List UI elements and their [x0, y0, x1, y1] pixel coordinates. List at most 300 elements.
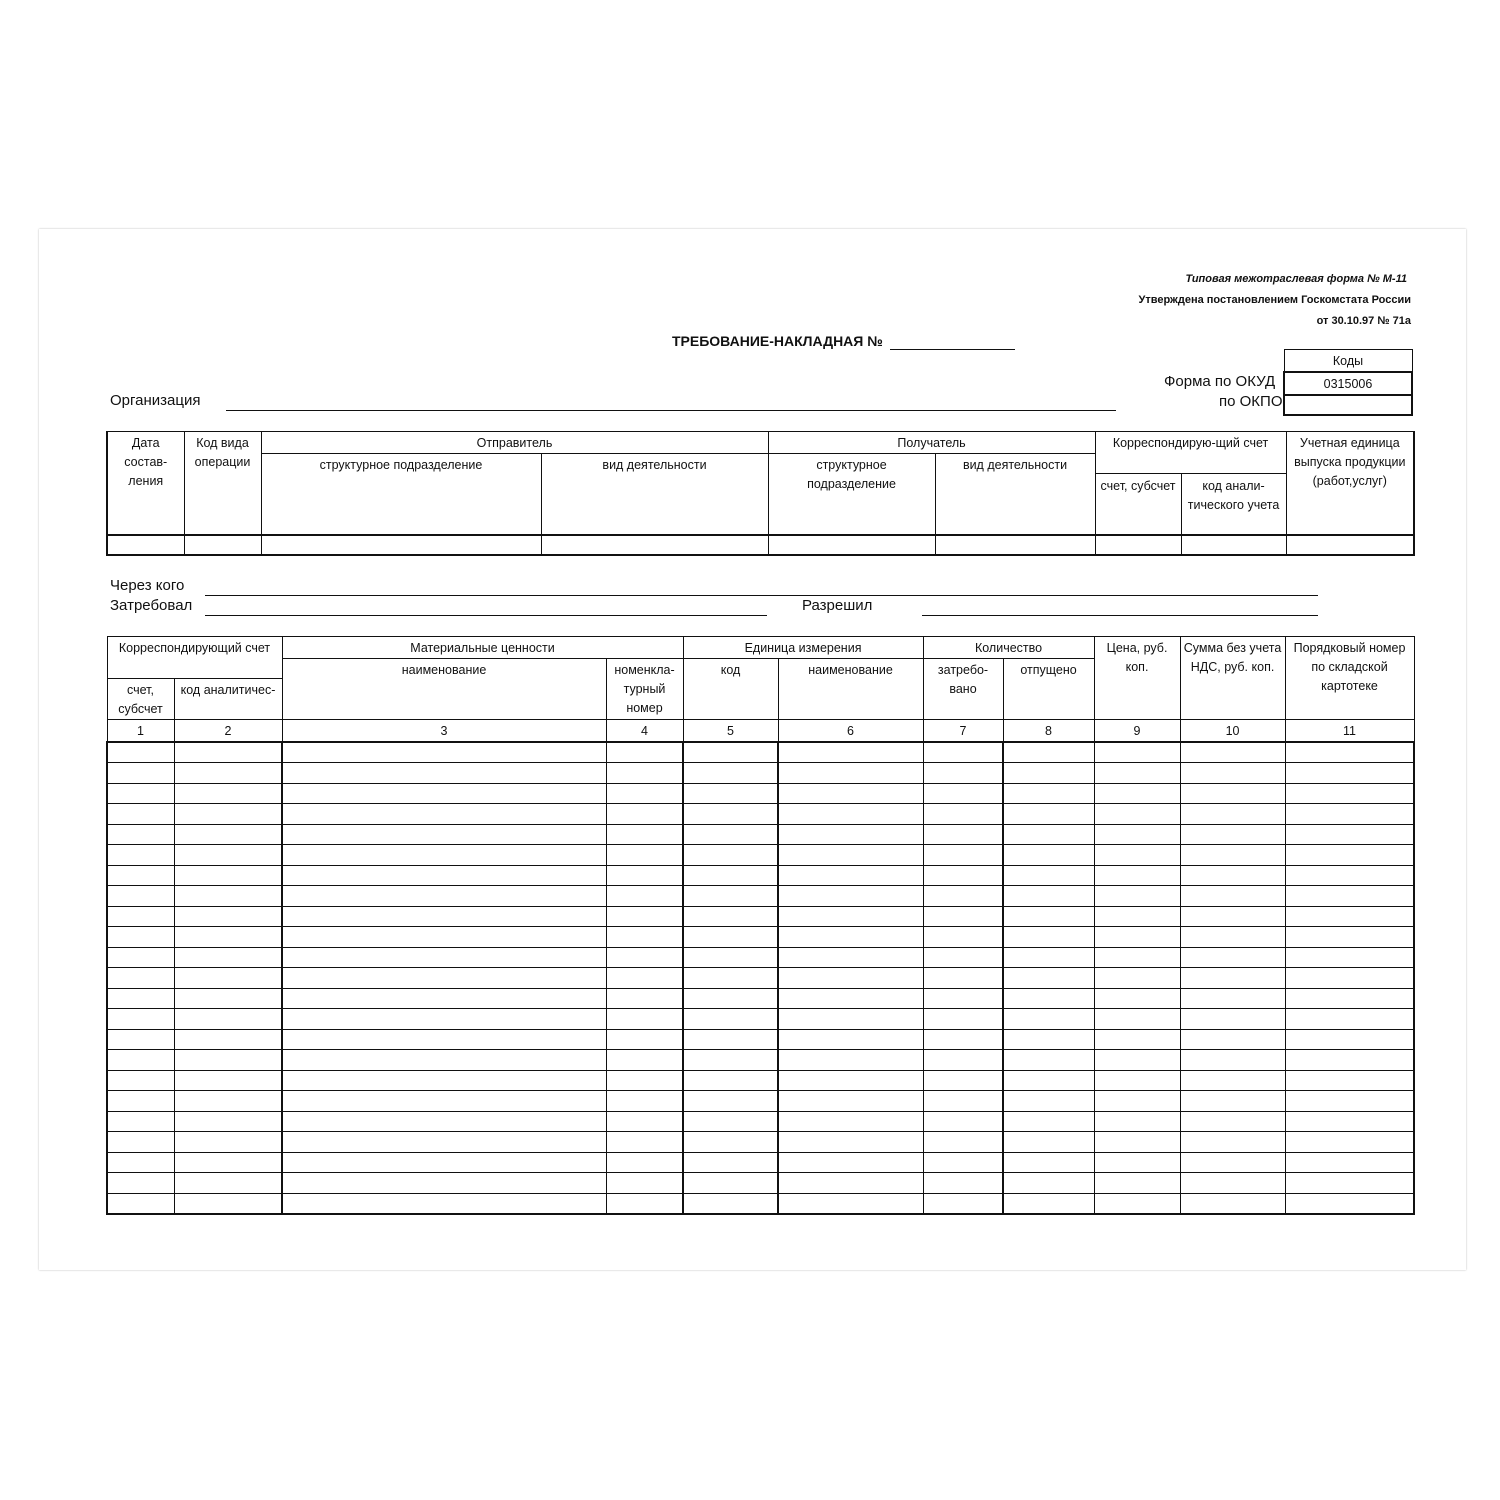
table-cell[interactable]: [107, 824, 174, 845]
unit-header: Единица измерения: [683, 637, 923, 659]
table-cell[interactable]: [282, 783, 606, 804]
table-cell[interactable]: [778, 1091, 923, 1112]
table-cell[interactable]: [1180, 865, 1285, 886]
table-cell[interactable]: [1285, 783, 1414, 804]
table-cell[interactable]: [606, 845, 683, 866]
table-cell[interactable]: [606, 1070, 683, 1091]
table-cell[interactable]: [1003, 886, 1094, 907]
materials-table: [106, 636, 1415, 1215]
table-cell[interactable]: [1285, 1132, 1414, 1153]
table-cell[interactable]: [683, 804, 778, 825]
table-cell[interactable]: [1003, 947, 1094, 968]
table-cell[interactable]: [107, 763, 174, 784]
table-cell[interactable]: [606, 824, 683, 845]
table-cell[interactable]: [683, 1091, 778, 1112]
table-cell[interactable]: [1180, 886, 1285, 907]
table-row[interactable]: [107, 927, 1414, 948]
table-cell[interactable]: [1285, 865, 1414, 886]
table-row[interactable]: [107, 1111, 1414, 1132]
table-cell[interactable]: [778, 1009, 923, 1030]
table-row[interactable]: [107, 1050, 1414, 1071]
table-cell[interactable]: [1094, 824, 1180, 845]
table-cell[interactable]: [1094, 804, 1180, 825]
table-cell[interactable]: [282, 947, 606, 968]
table-cell[interactable]: [1094, 1029, 1180, 1050]
table-cell[interactable]: [1180, 1132, 1285, 1153]
table-cell[interactable]: [1094, 865, 1180, 886]
table-cell[interactable]: [107, 783, 174, 804]
table-cell[interactable]: [778, 1029, 923, 1050]
table-cell[interactable]: [1094, 947, 1180, 968]
table-cell[interactable]: [174, 1111, 282, 1132]
table-cell[interactable]: [1180, 742, 1285, 763]
table-cell[interactable]: [1094, 988, 1180, 1009]
table-cell[interactable]: [683, 1193, 778, 1214]
table-cell[interactable]: [1094, 1050, 1180, 1071]
table-cell[interactable]: [1003, 1111, 1094, 1132]
table-cell[interactable]: [923, 1029, 1003, 1050]
table-cell[interactable]: [174, 1193, 282, 1214]
table-cell[interactable]: [923, 845, 1003, 866]
table-cell[interactable]: [1285, 804, 1414, 825]
table-cell[interactable]: [778, 783, 923, 804]
table-cell[interactable]: [174, 1152, 282, 1173]
table-cell[interactable]: [923, 968, 1003, 989]
table-cell[interactable]: [683, 886, 778, 907]
table-cell[interactable]: [1285, 1111, 1414, 1132]
table-cell[interactable]: [778, 1152, 923, 1173]
table-cell[interactable]: [778, 1173, 923, 1194]
table-cell[interactable]: [923, 742, 1003, 763]
table-cell[interactable]: [1094, 886, 1180, 907]
table-cell[interactable]: [282, 1091, 606, 1112]
table-cell[interactable]: [1094, 1091, 1180, 1112]
table-cell[interactable]: [1003, 906, 1094, 927]
table-cell[interactable]: [1180, 824, 1285, 845]
table-cell[interactable]: [282, 1193, 606, 1214]
table-cell[interactable]: [1285, 742, 1414, 763]
table-cell[interactable]: [606, 906, 683, 927]
table-cell[interactable]: [1003, 1132, 1094, 1153]
table-cell[interactable]: [1285, 947, 1414, 968]
table-cell[interactable]: [1180, 1009, 1285, 1030]
table-cell[interactable]: [778, 988, 923, 1009]
organization-field[interactable]: [226, 396, 1116, 411]
table-cell[interactable]: [606, 1111, 683, 1132]
table-cell[interactable]: [107, 865, 174, 886]
table-row[interactable]: [107, 1009, 1414, 1030]
table-cell[interactable]: [174, 742, 282, 763]
requested-label: Затребовал: [110, 597, 193, 614]
table-cell[interactable]: [606, 1009, 683, 1030]
table-row[interactable]: [107, 824, 1414, 845]
table-cell[interactable]: [174, 1029, 282, 1050]
table-cell[interactable]: [1094, 968, 1180, 989]
table-cell[interactable]: [683, 988, 778, 1009]
table-cell[interactable]: [923, 1173, 1003, 1194]
table-cell[interactable]: [1094, 906, 1180, 927]
table-cell[interactable]: [1003, 927, 1094, 948]
table-cell[interactable]: [174, 865, 282, 886]
table-cell[interactable]: [282, 927, 606, 948]
table-cell[interactable]: [683, 1009, 778, 1030]
table-cell[interactable]: [1003, 1009, 1094, 1030]
table-cell[interactable]: [282, 1152, 606, 1173]
table-cell[interactable]: [107, 1050, 174, 1071]
column-number: 11: [1285, 720, 1414, 743]
table-cell[interactable]: [1285, 1152, 1414, 1173]
table-cell[interactable]: [1094, 927, 1180, 948]
table-cell[interactable]: [1285, 1070, 1414, 1091]
table-row[interactable]: [107, 865, 1414, 886]
table-cell[interactable]: [683, 865, 778, 886]
table-cell[interactable]: [107, 1009, 174, 1030]
table-cell[interactable]: [923, 1070, 1003, 1091]
table-cell[interactable]: [778, 1132, 923, 1153]
table-cell[interactable]: [107, 1173, 174, 1194]
table-cell[interactable]: [1003, 1173, 1094, 1194]
table-cell[interactable]: [923, 1009, 1003, 1030]
table-cell[interactable]: [174, 947, 282, 968]
table-cell[interactable]: [683, 742, 778, 763]
table-cell[interactable]: [923, 1193, 1003, 1214]
table-cell[interactable]: [778, 763, 923, 784]
table-cell[interactable]: [1003, 824, 1094, 845]
table-row[interactable]: [107, 1132, 1414, 1153]
table-cell[interactable]: [1094, 763, 1180, 784]
table-cell[interactable]: [282, 1029, 606, 1050]
table-cell[interactable]: [923, 763, 1003, 784]
receiver-struct-header: структурное подразделение: [768, 454, 935, 535]
table-cell[interactable]: [282, 1132, 606, 1153]
table-cell[interactable]: [107, 1193, 174, 1214]
table-cell[interactable]: [683, 824, 778, 845]
table-cell[interactable]: [282, 968, 606, 989]
table-cell[interactable]: [1003, 865, 1094, 886]
table-cell[interactable]: [107, 968, 174, 989]
permitted-field[interactable]: [922, 601, 1318, 616]
table-cell[interactable]: [174, 824, 282, 845]
table-cell[interactable]: [282, 1009, 606, 1030]
table-cell[interactable]: [1285, 906, 1414, 927]
table-cell[interactable]: [1094, 1070, 1180, 1091]
table-cell[interactable]: [1285, 988, 1414, 1009]
table-cell[interactable]: [923, 1152, 1003, 1173]
table-cell[interactable]: [1285, 1193, 1414, 1214]
table-cell[interactable]: [1180, 1152, 1285, 1173]
table-cell[interactable]: [778, 1050, 923, 1071]
table-cell[interactable]: [174, 845, 282, 866]
table-cell[interactable]: [107, 947, 174, 968]
table-cell[interactable]: [683, 1132, 778, 1153]
table-cell[interactable]: [1180, 927, 1285, 948]
table-cell[interactable]: [606, 763, 683, 784]
table-cell[interactable]: [923, 906, 1003, 927]
table-cell[interactable]: [1180, 1193, 1285, 1214]
account-sub-header: счет, субсчет: [1095, 474, 1181, 535]
table-row[interactable]: [107, 804, 1414, 825]
table-cell[interactable]: [923, 1111, 1003, 1132]
table-cell[interactable]: [606, 886, 683, 907]
table-cell[interactable]: [778, 927, 923, 948]
table-cell[interactable]: [1003, 1029, 1094, 1050]
table-cell[interactable]: [282, 845, 606, 866]
table-cell[interactable]: [1285, 1029, 1414, 1050]
table-cell[interactable]: [606, 1152, 683, 1173]
table-cell[interactable]: [1285, 1091, 1414, 1112]
table-cell[interactable]: [683, 906, 778, 927]
table-cell[interactable]: [923, 886, 1003, 907]
table-cell[interactable]: [923, 1091, 1003, 1112]
table-cell[interactable]: [107, 1132, 174, 1153]
document-number-field[interactable]: [890, 335, 1015, 350]
table-cell[interactable]: [1180, 804, 1285, 825]
table-cell[interactable]: [606, 1050, 683, 1071]
table-cell[interactable]: [683, 783, 778, 804]
table-cell[interactable]: [1285, 763, 1414, 784]
table-cell[interactable]: [923, 988, 1003, 1009]
table-cell[interactable]: [1180, 1029, 1285, 1050]
table-cell[interactable]: [1094, 845, 1180, 866]
table-cell[interactable]: [606, 1091, 683, 1112]
table-cell[interactable]: [1003, 1050, 1094, 1071]
table-cell[interactable]: [107, 804, 174, 825]
table-row[interactable]: [107, 783, 1414, 804]
table-cell[interactable]: [1003, 783, 1094, 804]
table-cell[interactable]: [174, 1050, 282, 1071]
table-cell[interactable]: [282, 742, 606, 763]
table-cell[interactable]: [107, 1111, 174, 1132]
table-row[interactable]: [107, 968, 1414, 989]
table-cell[interactable]: [1003, 1070, 1094, 1091]
table-cell[interactable]: [107, 845, 174, 866]
table-cell[interactable]: [107, 1070, 174, 1091]
table-cell[interactable]: [778, 947, 923, 968]
table-cell[interactable]: [174, 1173, 282, 1194]
table-cell[interactable]: [606, 1193, 683, 1214]
table-cell[interactable]: [107, 742, 174, 763]
requested-field[interactable]: [205, 601, 767, 616]
table-cell[interactable]: [1180, 906, 1285, 927]
table-cell[interactable]: [778, 1193, 923, 1214]
sender-header: Отправитель: [261, 432, 768, 454]
table-cell[interactable]: [778, 886, 923, 907]
table-cell[interactable]: [778, 742, 923, 763]
table-row[interactable]: [107, 845, 1414, 866]
table-cell[interactable]: [683, 1173, 778, 1194]
table-cell[interactable]: [1180, 1070, 1285, 1091]
table-cell[interactable]: [282, 1070, 606, 1091]
table-cell[interactable]: [1180, 1050, 1285, 1071]
table-cell[interactable]: [923, 947, 1003, 968]
table-cell[interactable]: [683, 927, 778, 948]
sender-receiver-table: [106, 431, 1415, 556]
table-cell[interactable]: [174, 1091, 282, 1112]
table-cell[interactable]: [174, 988, 282, 1009]
okpo-label: по ОКПО: [1219, 393, 1283, 410]
table-cell[interactable]: [282, 988, 606, 1009]
table-cell[interactable]: [1003, 845, 1094, 866]
table-cell[interactable]: [282, 1111, 606, 1132]
table-cell[interactable]: [1285, 886, 1414, 907]
table-cell[interactable]: [606, 988, 683, 1009]
table-cell[interactable]: [1285, 968, 1414, 989]
table-row[interactable]: [107, 1029, 1414, 1050]
form-type-note: Типовая межотраслевая форма № М-11: [1185, 273, 1407, 285]
table-cell[interactable]: [923, 783, 1003, 804]
table-cell[interactable]: [923, 804, 1003, 825]
column-number: 6: [778, 720, 923, 743]
table-cell[interactable]: [1180, 845, 1285, 866]
table-cell[interactable]: [174, 886, 282, 907]
table-cell[interactable]: [107, 906, 174, 927]
okpo-code-cell[interactable]: [1284, 395, 1412, 415]
table-cell[interactable]: [1003, 1091, 1094, 1112]
table-cell[interactable]: [923, 1050, 1003, 1071]
table-cell[interactable]: [923, 824, 1003, 845]
table-cell[interactable]: [1094, 1193, 1180, 1214]
table-cell[interactable]: [1094, 1173, 1180, 1194]
table-cell[interactable]: [282, 763, 606, 784]
table-row[interactable]: [107, 1070, 1414, 1091]
table-cell[interactable]: [282, 906, 606, 927]
table-cell[interactable]: [683, 763, 778, 784]
table-row[interactable]: [107, 763, 1414, 784]
table-row[interactable]: [107, 1173, 1414, 1194]
table-cell[interactable]: [1003, 1152, 1094, 1173]
table-cell[interactable]: [606, 804, 683, 825]
table-cell[interactable]: [174, 906, 282, 927]
table-row[interactable]: [107, 1193, 1414, 1214]
table-cell[interactable]: [174, 783, 282, 804]
table-cell[interactable]: [1003, 763, 1094, 784]
table-cell[interactable]: [1180, 1111, 1285, 1132]
table-cell[interactable]: [1180, 947, 1285, 968]
table-row[interactable]: [107, 1091, 1414, 1112]
table-cell[interactable]: [174, 1070, 282, 1091]
table-cell[interactable]: [1285, 1009, 1414, 1030]
table-row[interactable]: [107, 1152, 1414, 1173]
table-cell[interactable]: [606, 947, 683, 968]
table-cell[interactable]: [683, 845, 778, 866]
table-cell[interactable]: [1003, 1193, 1094, 1214]
table-cell[interactable]: [1094, 1152, 1180, 1173]
requested-qty-header: затребо-вано: [923, 659, 1003, 720]
table-cell[interactable]: [107, 1029, 174, 1050]
table-cell[interactable]: [683, 1111, 778, 1132]
table-cell[interactable]: [923, 865, 1003, 886]
receiver-header: Получатель: [768, 432, 1095, 454]
table-cell[interactable]: [107, 988, 174, 1009]
table-cell[interactable]: [282, 804, 606, 825]
table-cell[interactable]: [778, 1111, 923, 1132]
table-cell[interactable]: [1003, 804, 1094, 825]
table-cell[interactable]: [1094, 742, 1180, 763]
table-cell[interactable]: [282, 824, 606, 845]
table-cell[interactable]: [174, 1009, 282, 1030]
table-cell[interactable]: [778, 824, 923, 845]
table-cell[interactable]: [778, 906, 923, 927]
table-cell[interactable]: [1285, 1050, 1414, 1071]
table-cell[interactable]: [1094, 783, 1180, 804]
table-cell[interactable]: [683, 1152, 778, 1173]
table-cell[interactable]: [778, 1070, 923, 1091]
column-number: 10: [1180, 720, 1285, 743]
table-cell[interactable]: [107, 1091, 174, 1112]
table-cell[interactable]: [107, 886, 174, 907]
column-number: 3: [282, 720, 606, 743]
table-cell[interactable]: [174, 927, 282, 948]
table-cell[interactable]: [606, 865, 683, 886]
table-cell[interactable]: [778, 845, 923, 866]
table-cell[interactable]: [1180, 783, 1285, 804]
okud-code-cell[interactable]: 0315006: [1284, 372, 1412, 395]
table-cell[interactable]: [1094, 1111, 1180, 1132]
table-cell[interactable]: [282, 865, 606, 886]
table-cell[interactable]: [923, 927, 1003, 948]
through-field[interactable]: [205, 581, 1318, 596]
table-cell[interactable]: [606, 927, 683, 948]
table-row[interactable]: [107, 742, 1414, 763]
table-cell[interactable]: [606, 783, 683, 804]
table-cell[interactable]: [1180, 763, 1285, 784]
table-cell[interactable]: [778, 865, 923, 886]
table-row[interactable]: [107, 886, 1414, 907]
table-cell[interactable]: [606, 968, 683, 989]
table-cell[interactable]: [174, 1132, 282, 1153]
table-row[interactable]: [107, 906, 1414, 927]
table-row[interactable]: [107, 947, 1414, 968]
table-cell[interactable]: [1180, 1091, 1285, 1112]
top-table-entry-row[interactable]: [107, 535, 1414, 555]
nomenclature-header: номенкла-турный номер: [606, 659, 683, 720]
table-cell[interactable]: [107, 1152, 174, 1173]
table-cell[interactable]: [1285, 845, 1414, 866]
table-cell[interactable]: [778, 804, 923, 825]
table-cell[interactable]: [282, 886, 606, 907]
table-cell[interactable]: [1003, 988, 1094, 1009]
table-cell[interactable]: [683, 968, 778, 989]
table-cell[interactable]: [1285, 824, 1414, 845]
table-cell[interactable]: [282, 1050, 606, 1071]
table-cell[interactable]: [1094, 1009, 1180, 1030]
table-cell[interactable]: [1285, 927, 1414, 948]
table-row[interactable]: [107, 988, 1414, 1009]
table-cell[interactable]: [1094, 1132, 1180, 1153]
table-cell[interactable]: [683, 1029, 778, 1050]
table-cell[interactable]: [778, 968, 923, 989]
table-cell[interactable]: [683, 1070, 778, 1091]
table-cell[interactable]: [606, 742, 683, 763]
table-cell[interactable]: [606, 1173, 683, 1194]
table-cell[interactable]: [1003, 742, 1094, 763]
table-cell[interactable]: [107, 927, 174, 948]
table-cell[interactable]: [174, 968, 282, 989]
table-cell[interactable]: [923, 1132, 1003, 1153]
table-cell[interactable]: [606, 1132, 683, 1153]
table-cell[interactable]: [1180, 1173, 1285, 1194]
table-cell[interactable]: [683, 1050, 778, 1071]
table-cell[interactable]: [1003, 968, 1094, 989]
table-cell[interactable]: [1180, 968, 1285, 989]
table-cell[interactable]: [683, 947, 778, 968]
table-cell[interactable]: [282, 1173, 606, 1194]
table-cell[interactable]: [1285, 1173, 1414, 1194]
table-cell[interactable]: [174, 763, 282, 784]
table-cell[interactable]: [174, 804, 282, 825]
table-cell[interactable]: [1180, 988, 1285, 1009]
table-cell[interactable]: [606, 1029, 683, 1050]
